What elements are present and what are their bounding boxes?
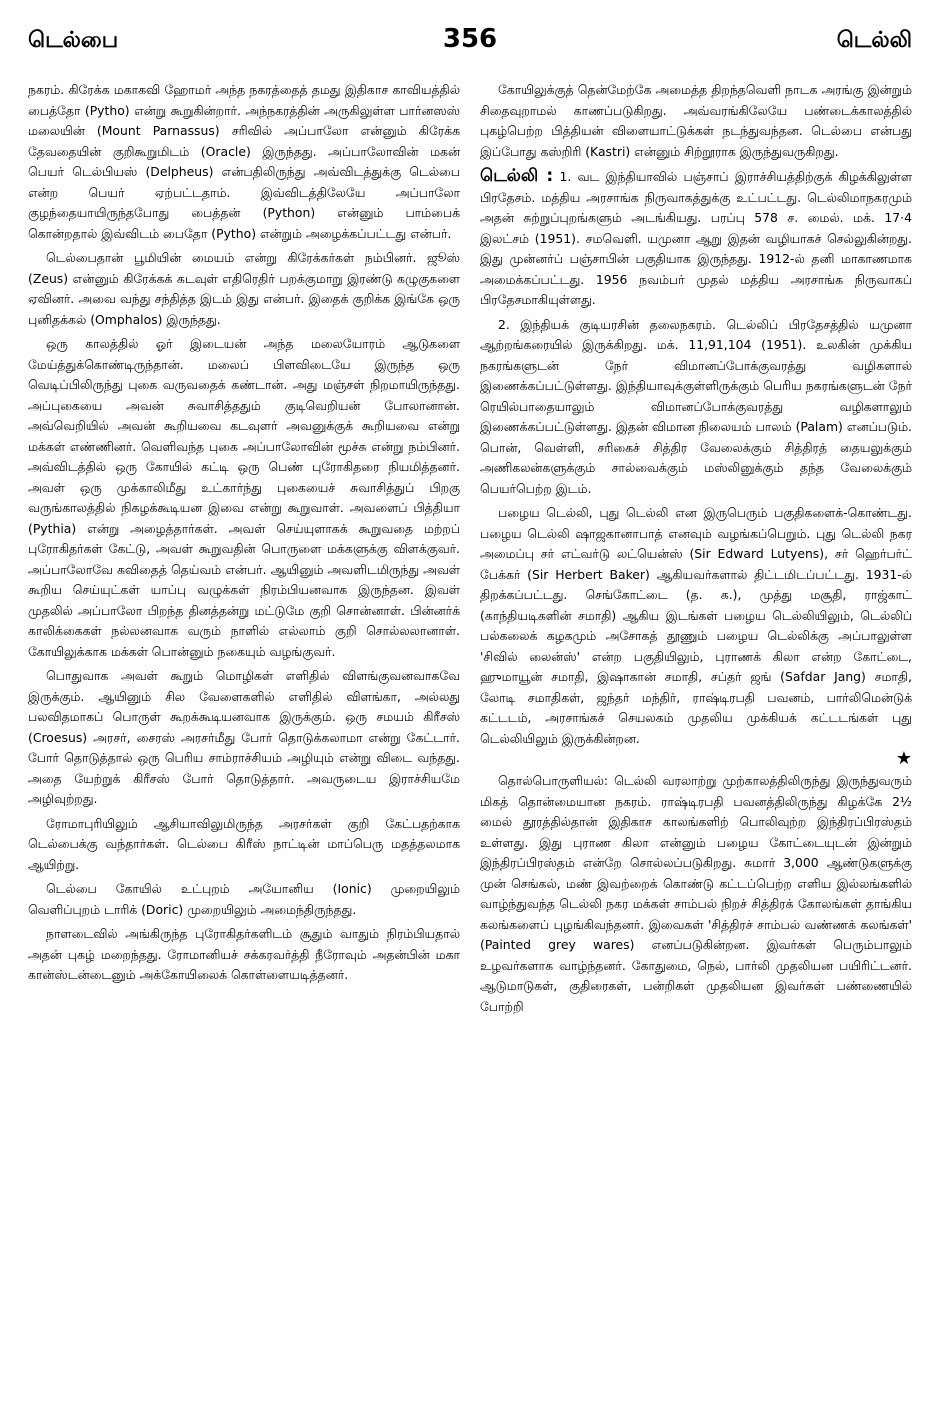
left-paragraph: ரோமாபுரியிலும் ஆசியாவிலுமிருந்த அரசர்கள் குறி கேட்பதற்காக டெல்பைக்கு வந்தார்கள். டெல்பை கிரீஸ் நாட்டின் மாப்பெரு மதத்தலமாக ஆயிற்று.	[28, 815, 460, 872]
page-header	[28, 22, 912, 62]
entry-description-paragraph: பழைய டெல்லி, புது டெல்லி என இருபெரும் பகுதிகளைக்-கொண்டது. பழைய டெல்லி ஷாஜகானாபாத் எனவும் வழங்கப்பெறும். புது டெல்லி நகர அமைப்பு சர் எட்வர்டு லட்யென்ஸ் (Sir Edward Lutyens), சர் ஹெர்பர்ட் பேக்கர் (Sir Herbert Baker) ஆகியவர்களால் திட்டமிடப்பட்டது. 1931-ல் திறக்கப்பட்டது. செங்கோட்டை (த. க.), முத்து மசூதி, ராஜ்காட் (காந்தியடிகளின் சமாதி) ஆகிய இடங்கள் பழைய டெல்லியிலும், டெல்லிப் பல்கலைக் கழகமும் அசோகத் தூணும் பழைய டெல்லிக்கு அப்பாலுள்ள 'சிவில் லைன்ஸ்' என்ற பகுதியிலும், புராணக் கிலா என்ற கோட்டை, ஹுமாயூன் சமாதி, இஷாகான் சமாதி, சப்தர் ஜங் (Safdar Jang) சமாதி, லோடி சமாதிகள், ஜந்தர் மந்திர், ராஷ்டிரபதி பவனம், பார்லிமென்டுக் கட்டடம், அரசாங்கச் செயலகம் முதலிய முக்கியக் கட்டடங்கள் புது டெல்லியிலும் இருக்கின்றன.	[480, 505, 912, 746]
header-left-guide-word: டெல்பை	[28, 28, 119, 53]
header-right-guide-word: டெல்லி	[836, 28, 912, 53]
entry-paragraph-region	[480, 166, 912, 311]
page-number: 356	[442, 24, 498, 54]
right-paragraph-continuation: கோயிலுக்குத் தென்மேற்கே அமைத்த திறந்தவெளி நாடக அரங்கு இன்றும் சிதைவுறாமல் காணப்படுகிறது. அவ்வரங்கிலேயே பண்டைக்காலத்தில் புகழ்பெற்ற பித்தியன் விளையாட்டுக்கள் நடந்துவந்தன. டெல்பை என்பது இப்போது கஸ்றிரி (Kastri) என்னும் சிற்றூராக இருந்துவருகிறது.	[480, 82, 912, 159]
left-paragraph: நகரம். கிரேக்க மகாகவி ஹோமர் அந்த நகரத்தைத் தமது இதிகாச காவியத்தில் பைத்தோ (Pytho) என்று கூறுகின்றார். அந்நகரத்தின் அருகிலுள்ள பார்னஸஸ் மலையின் (Mount Parnassus) சரிவில் அப்பாலோ என்னும் கிரேக்க தேவதையின் குறிகூறுமிடம் (Oracle) இருந்தது. அப்பாலோவின் மகன் பெயர் டெல்பியஸ் (Delpheus) என்பதிலிருந்து அவ்விடத்துக்கு டெல்பை என்ற பெயர் ஏற்பட்டதாம். இவ்விடத்திலேயே அப்பாலோ குழந்தையாயிருந்தபோது பைத்தன் (Python) என்னும் பாம்பைக் கொன்றதால் இவ்விடம் பைதோ (Pytho) என்றும் அழைக்கப்பட்டது என்பர்.	[28, 82, 460, 241]
right-column	[480, 80, 912, 1400]
entry-sense-1: 1. வட இந்தியாவில் பஞ்சாப் இராச்சியத்திற்குக் கிழக்கிலுள்ள பிரதேசம். மத்திய அரசாங்க நிருவாகத்துக்கு உட்பட்டது. டெல்லிமாநகரமும் அதன் சுற்றுப்புறங்களும் அடங்கியது. பரப்பு 578 ச. மைல். மக். 17·4 இலட்சம் (1951). சமவெளி. யமுனா ஆறு இதன் வழியாகச் செல்லுகின்றது. இது முன்னர்ப் பஞ்சாபின் பகுதியாக இருந்தது. 1912-ல் தனி மாகாணமாக அமைக்கப்பட்டது. 1956 நவம்பர் முதல் மத்திய அரசாங்க நிருவாகப் பிரதேசமாகியுள்ளது.	[480, 169, 912, 307]
left-column	[28, 80, 460, 1400]
entry-headword: டெல்லி :	[480, 166, 554, 186]
left-paragraph: நாளடைவில் அங்கிருந்த புரோகிதர்களிடம் சூதும் வாதும் நிரம்பியதால் அதன் புகழ் மறைந்தது. ரோமானியச் சக்கரவர்த்தி நீரோவும் அதன்பின் மகா கான்ஸ்டன்டைனும் அக்கோயிலைக் கொள்ளையடித்தனர்.	[28, 926, 460, 982]
left-paragraph: டெல்பை கோயில் உட்புறம் அயோனிய (Ionic) முறையிலும் வெளிப்புறம் டாரிக் (Doric) முறையிலும் அமைந்திருந்தது.	[28, 881, 460, 917]
left-paragraph: ஒரு காலத்தில் ஓர் இடையன் அந்த மலையோரம் ஆடுகளை மேய்த்துக்கொண்டிருந்தான். மலைப் பிளவிடையே இருந்த ஒரு வெடிப்பிலிருந்து புகை வருவதைக் கண்டான். அது மஞ்சள் நிறமாயிருந்தது. அப்புகையை அவன் சுவாசித்ததும் குடிவெறியன் போலானான். அவ்வெறியில் அவன் கூறியவை கடவுளர் அவனுக்குக் கூறியவை என்று மக்கள் எண்ணினர். வெளிவந்த புகை அப்பாலோவின் மூச்சு என்று நம்பினர். அவ்விடத்தில் ஒரு கோயில் கட்டி ஒரு பெண் புரோகிதரை நியமித்தனர். அவள் ஒரு முக்காலிமீது உட்கார்ந்து புகையைச் சுவாசித்துப் பிறகு வருங்காலத்தில் நிகழக்கூடியன இவை என்று கூறுவாள். அவளைப் பித்தியா (Pythia) என்று அழைத்தார்கள். அவள் செய்யுளாகக் கூறுவதை மற்றப் புரோகிதர்கள் கேட்டு, அவள் கூறுவதின் பொருளை மக்களுக்கு விளக்குவர். அப்பாலோவே கவிதைத் தெய்வம் என்பர். ஆயினும் அவளிடமிருந்து அவள் கூறிய செய்யுட்கள் யாப்பு வழுக்கள் நிரம்பியனவாக இருந்தன. இவள் முதலில் அப்பாலோ பிறந்த தினத்தன்று மட்டுமே குறி சொன்னாள். பின்னர்க் காலிக்கைகள் நல்லனவாக வரும் நாளில் எல்லாம் குறி சொல்லலானாள். கோயிலுக்காக மக்கள் பொன்னும் நகையும் வழங்குவர்.	[28, 336, 460, 659]
archaeology-paragraph: தொல்பொருளியல்: டெல்லி வரலாற்று முற்காலத்திலிருந்து இருந்துவரும் மிகத் தொன்மையான நகரம். ராஷ்டிரபதி பவனத்திலிருந்து கிழக்கே 2½ மைல் தூரத்தில்தான் இதிகாச காலங்களிற் பொலிவுற்ற இந்திரப்பிரஸ்தம் உள்ளது. இது புராண கிலா என்னும் பழைய கோட்டையுடன் இன்றும் இந்திரப்பிரஸ்தம் என்றே சொல்லப்படுகிறது. சுமார் 3,000 ஆண்டுகளுக்கு முன் செங்கல், மண் இவற்றைக் கொண்டு கட்டப்பெற்ற எளிய இல்லங்களில் வாழ்ந்துவந்த டெல்லி நகர மக்கள் சாம்பல் நிறச் சித்திரக் கோலங்கள் தாங்கிய கலங்களைப் புழங்கிவந்தனர். இவைகள் 'சித்திரச் சாம்பல் வண்ணக் கலங்கள்' (Painted grey wares) எனப்படுகின்றன. இவர்கள் பெரும்பாலும் உழவர்களாக வாழ்ந்தனர். கோதுமை, நெல், பார்லி முதலியன பயிரிட்டனர். ஆடுமாடுகள், குதிரைகள், பன்றிகள் முதலியன இவர்கள் பண்ணையில் போற்றி	[480, 773, 912, 1014]
star-icon: ★	[895, 748, 912, 769]
left-paragraph: டெல்பைதான் பூமியின் மையம் என்று கிரேக்கர்கள் நம்பினர். ஜூஸ் (Zeus) என்னும் கிரேக்கக் கடவுள் எதிரெதிர் பறக்குமாறு இரண்டு கழுகுகளை ஏவினர். அவை வந்து சந்தித்த இடம் இது என்பர். இதைக் குறிக்க இங்கே ஒரு புனிதக்கல் (Omphalos) இருந்தது.	[28, 250, 460, 327]
entry-sense-2: 2. இந்தியக் குடியரசின் தலைநகரம். டெல்லிப் பிரதேசத்தில் யமுனா ஆற்றங்கரையில் இருக்கிறது. மக். 11,91,104 (1951). உலகின் முக்கிய நகரங்களுடன் நேர் விமானப்போக்குவரத்து வழிகளால் இணைக்கப்பட்டுள்ளது. இந்தியாவுக்குள்ளிருக்கும் பெரிய நகரங்களுடன் நேர் ரெயில்பாதையாலும் விமானப்போக்குவரத்து வழிகளாலும் இணைக்கப்பட்டுள்ளது. இதன் விமான நிலையம் பாலம் (Palam) எனப்படும். பொன், வெள்ளி, சரிகைச் சித்திர வேலைக்கும் சித்திரத் தையலுக்கும் அணிகலன்களுக்கும் சால்வைக்கும் மஸ்லினுக்கும் தந்த வேலைக்கும் பெயர்பெற்ற இடம்.	[480, 316, 912, 496]
left-paragraph: பொதுவாக அவள் கூறும் மொழிகள் எளிதில் விளங்குவனவாகவே இருக்கும். ஆயினும் சில வேளைகளில் எளிதில் விளங்கா, அல்லது பலவிதமாகப் பொருள் கூறக்கூடியனவாக இருக்கும். ஒரு சமயம் கிரீசஸ் (Croesus) அரசர், சைரஸ் அரசர்மீது போர் தொடுக்கலாமா என்று கேட்டார். போர் தொடுத்தால் ஒரு பெரிய சாம்ராச்சியம் அழியும் என்று விடை வந்தது. அதை யேற்றுக் கிரீசஸ் போர் தொடுத்தார். அவருடைய இராச்சியமே அழிவுற்றது.	[28, 668, 460, 806]
